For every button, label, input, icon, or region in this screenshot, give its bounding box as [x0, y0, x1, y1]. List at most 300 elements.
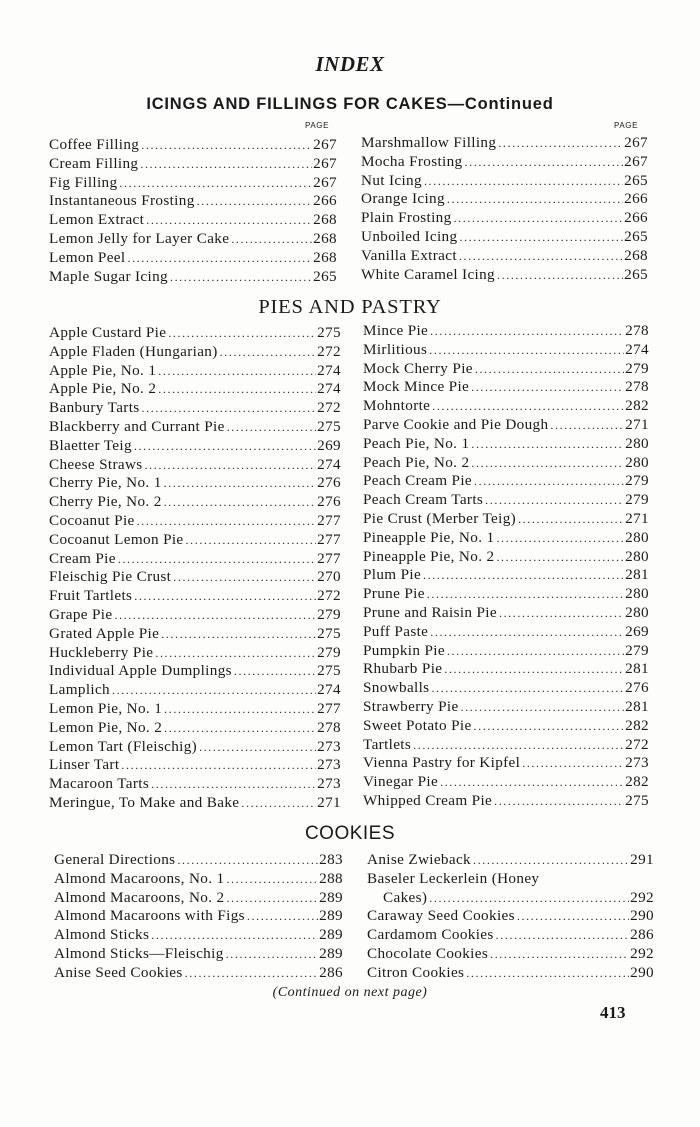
- dot-leader: [444, 660, 624, 679]
- index-entry: [49, 230, 337, 249]
- dot-leader: [494, 792, 624, 811]
- entry-name: White Caramel Icing: [361, 265, 496, 283]
- entry-page-number: 280: [625, 453, 649, 471]
- page-column-label: PAGE: [614, 121, 639, 130]
- index-entry: [49, 756, 341, 775]
- dot-leader: [471, 435, 624, 454]
- dot-leader: [517, 907, 629, 926]
- index-entry: [363, 548, 649, 567]
- entry-name: Vinegar Pie: [363, 773, 439, 791]
- entry-name: Tartlets: [363, 735, 412, 753]
- dot-leader: [185, 964, 319, 983]
- entry-name: Vanilla Extract: [361, 246, 457, 264]
- dot-leader: [158, 362, 316, 381]
- entry-name: Rhubarb Pie: [363, 660, 443, 678]
- index-entry: [49, 512, 341, 531]
- index-entry: [363, 491, 649, 510]
- entry-page-number: 267: [624, 152, 648, 170]
- entry-name: Cherry Pie, No. 2: [49, 493, 162, 511]
- index-entry: [49, 249, 337, 268]
- entry-name: Pineapple Pie, No. 2: [363, 547, 495, 565]
- index-entry: [49, 474, 341, 493]
- page-column-label: PAGE: [305, 121, 330, 130]
- dot-leader: [485, 491, 624, 510]
- dot-leader: [440, 773, 624, 792]
- entry-name: Mince Pie: [363, 322, 429, 339]
- entry-name: Fleischig Pie Crust: [49, 568, 172, 586]
- entry-page-number: 271: [625, 509, 649, 527]
- entry-name: Puff Paste: [363, 622, 429, 640]
- entry-name: Cakes): [383, 888, 428, 906]
- entry-name: Maple Sugar Icing: [49, 267, 168, 285]
- entry-name: Pie Crust (Merber Teig): [363, 509, 517, 527]
- index-entry: [363, 360, 649, 379]
- entry-name: Pumpkin Pie: [363, 641, 445, 659]
- dot-leader: [168, 324, 316, 343]
- dot-leader: [164, 719, 316, 738]
- index-entry: [49, 456, 341, 475]
- entry-name: Peach Cream Tarts: [363, 491, 484, 509]
- entry-page-number: 280: [625, 603, 649, 621]
- entry-name: Cardamom Cookies: [367, 926, 494, 944]
- dot-leader: [499, 604, 624, 623]
- entry-page-number: 279: [317, 643, 341, 661]
- entry-name: Unboiled Icing: [361, 227, 458, 245]
- entry-name: Lemon Pie, No. 2: [49, 718, 163, 736]
- index-entry: [363, 454, 649, 473]
- index-entry: [54, 964, 343, 983]
- index-entry: [363, 341, 649, 360]
- dot-leader: [142, 399, 317, 418]
- dot-leader: [424, 172, 623, 191]
- index-entry: [54, 870, 343, 889]
- index-entry: [49, 550, 341, 569]
- pies-left-column: [49, 324, 341, 813]
- entry-page-number: 272: [625, 735, 649, 753]
- index-entry: [363, 585, 649, 604]
- dot-leader: [140, 155, 312, 174]
- entry-page-number: 266: [624, 209, 648, 227]
- entry-page-number: 268: [624, 246, 648, 264]
- entry-page-number: 281: [625, 697, 649, 715]
- entry-name: Lamplich: [49, 681, 110, 699]
- dot-leader: [226, 889, 318, 908]
- entry-name: Caraway Seed Cookies: [367, 907, 515, 925]
- entry-page-number: 279: [625, 491, 649, 509]
- dot-leader: [226, 945, 319, 964]
- dot-leader: [151, 775, 316, 794]
- entry-page-number: 269: [317, 436, 341, 454]
- entry-name: Cherry Pie, No. 1: [49, 474, 162, 492]
- dot-leader: [170, 268, 312, 287]
- page-number: 413: [600, 1003, 626, 1022]
- dot-leader: [177, 851, 318, 870]
- entry-page-number: 273: [625, 754, 649, 772]
- entry-name: Banbury Tarts: [49, 399, 140, 417]
- entry-page-number: 273: [317, 756, 341, 774]
- index-entry: [49, 399, 341, 418]
- dot-leader: [231, 230, 312, 249]
- dot-leader: [432, 397, 624, 416]
- entry-name: Lemon Extract: [49, 211, 145, 229]
- dot-leader: [173, 568, 316, 587]
- entry-name: Prune and Raisin Pie: [363, 603, 497, 621]
- dot-leader: [247, 907, 318, 926]
- index-entry: [363, 679, 649, 698]
- entry-name: Instantaneous Frosting: [49, 192, 195, 210]
- dot-leader: [151, 926, 318, 945]
- cookies-right-column: [367, 851, 654, 983]
- entry-page-number: 289: [319, 944, 343, 962]
- index-entry: [49, 662, 341, 681]
- entry-name: Almond Sticks: [54, 926, 150, 944]
- dot-leader: [471, 378, 624, 397]
- dot-leader: [118, 550, 316, 569]
- entry-name: Fruit Tartlets: [49, 587, 133, 605]
- entry-page-number: 269: [625, 622, 649, 640]
- entry-page-number: 282: [625, 716, 649, 734]
- index-entry: [49, 738, 341, 757]
- entry-name: Strawberry Pie: [363, 697, 459, 715]
- index-entry: [367, 870, 654, 889]
- index-entry: [49, 211, 337, 230]
- pies-right-column: [363, 322, 649, 811]
- entry-name: Lemon Pie, No. 1: [49, 699, 163, 717]
- icings-right-column: [361, 134, 648, 284]
- entry-page-number: 273: [317, 737, 341, 755]
- entry-page-number: 275: [317, 662, 341, 680]
- index-entry: [363, 717, 649, 736]
- entry-name: Sweet Potato Pie: [363, 716, 472, 734]
- entry-name: Apple Custard Pie: [49, 324, 167, 341]
- entry-page-number: 292: [630, 944, 654, 962]
- dot-leader: [413, 736, 624, 755]
- index-entry: [49, 324, 341, 343]
- index-entry: [49, 794, 341, 813]
- entry-name: Individual Apple Dumplings: [49, 662, 232, 680]
- entry-page-number: 265: [624, 171, 648, 189]
- entry-name: Cheese Straws: [49, 455, 143, 473]
- dot-leader: [474, 717, 625, 736]
- entry-page-number: 279: [625, 641, 649, 659]
- dot-leader: [497, 266, 623, 285]
- dot-leader: [145, 456, 317, 475]
- entry-page-number: 267: [313, 136, 337, 153]
- entry-page-number: 274: [317, 380, 341, 398]
- entry-page-number: 278: [625, 378, 649, 396]
- dot-leader: [164, 700, 316, 719]
- entry-page-number: 272: [317, 342, 341, 360]
- dot-leader: [127, 249, 312, 268]
- index-entry: [49, 700, 341, 719]
- dot-leader: [454, 209, 624, 228]
- entry-name: Cream Pie: [49, 549, 116, 567]
- dot-leader: [429, 889, 629, 908]
- entry-name: Orange Icing: [361, 190, 445, 208]
- page-title: INDEX: [315, 52, 385, 76]
- entry-page-number: 265: [624, 227, 648, 245]
- dot-leader: [199, 738, 316, 757]
- dot-leader: [461, 698, 625, 717]
- dot-leader: [475, 360, 624, 379]
- entry-page-number: 282: [625, 397, 649, 415]
- dot-leader: [474, 472, 624, 491]
- entry-page-number: 286: [319, 963, 343, 981]
- entry-page-number: 276: [625, 679, 649, 697]
- dot-leader: [447, 190, 623, 209]
- index-entry: [363, 642, 649, 661]
- entry-page-number: 292: [630, 888, 654, 906]
- entry-page-number: 282: [625, 773, 649, 791]
- entry-name: Mock Cherry Pie: [363, 359, 473, 377]
- entry-name: Mocha Frosting: [361, 152, 463, 170]
- entry-page-number: 277: [317, 549, 341, 567]
- entry-page-number: 289: [319, 888, 343, 906]
- entry-page-number: 265: [624, 265, 648, 283]
- entry-page-number: 290: [630, 963, 654, 981]
- dot-leader: [465, 153, 624, 172]
- index-entry: [361, 209, 648, 228]
- entry-name: Cocoanut Lemon Pie: [49, 530, 184, 548]
- entry-name: Snowballs: [363, 679, 430, 697]
- index-entry: [363, 604, 649, 623]
- entry-name: Almond Macaroons, No. 1: [54, 869, 225, 887]
- index-entry: [363, 754, 649, 773]
- entry-page-number: 281: [625, 566, 649, 584]
- index-entry: [49, 493, 341, 512]
- dot-leader: [496, 548, 624, 567]
- dot-leader: [241, 794, 316, 813]
- dot-leader: [112, 681, 316, 700]
- entry-page-number: 276: [317, 493, 341, 511]
- index-entry: [363, 623, 649, 642]
- section-title-pies: PIES AND PASTRY: [258, 296, 442, 318]
- dot-leader: [161, 625, 316, 644]
- dot-leader: [158, 380, 316, 399]
- entry-page-number: 268: [313, 211, 337, 229]
- entry-name: Grape Pie: [49, 605, 113, 623]
- dot-leader: [227, 418, 316, 437]
- index-entry: [49, 531, 341, 550]
- index-entry: [49, 362, 341, 381]
- dot-leader: [522, 754, 624, 773]
- index-entry: [363, 397, 649, 416]
- entry-name: Whipped Cream Pie: [363, 791, 493, 809]
- entry-page-number: 274: [625, 340, 649, 358]
- entry-name: Macaroon Tarts: [49, 775, 150, 793]
- index-entry: [49, 418, 341, 437]
- index-entry: [363, 322, 649, 341]
- entry-page-number: 278: [317, 718, 341, 736]
- entry-page-number: 275: [625, 791, 649, 809]
- entry-name: Parve Cookie and Pie Dough: [363, 415, 549, 433]
- dot-leader: [234, 662, 316, 681]
- index-entry: [363, 736, 649, 755]
- dot-leader: [498, 134, 623, 153]
- index-entry: [361, 247, 648, 266]
- entry-page-number: 280: [625, 585, 649, 603]
- entry-name: Chocolate Cookies: [367, 944, 489, 962]
- entry-name: Peach Pie, No. 2: [363, 453, 470, 471]
- entry-page-number: 277: [317, 511, 341, 529]
- entry-name: Coffee Filling: [49, 136, 140, 153]
- dot-leader: [496, 529, 624, 548]
- index-entry: [363, 529, 649, 548]
- dot-leader: [197, 192, 313, 211]
- dot-leader: [220, 343, 316, 362]
- entry-name: Baseler Leckerlein (Honey: [367, 869, 540, 887]
- dot-leader: [186, 531, 317, 550]
- entry-name: Grated Apple Pie: [49, 624, 160, 642]
- dot-leader: [134, 437, 316, 456]
- index-entry: [49, 587, 341, 606]
- entry-page-number: 275: [317, 324, 341, 341]
- entry-name: Huckleberry Pie: [49, 643, 154, 661]
- entry-name: Mock Mince Pie: [363, 378, 470, 396]
- section-title-icings: ICINGS AND FILLINGS FOR CAKES—Continued: [146, 95, 554, 113]
- index-entry: [49, 343, 341, 362]
- index-entry: [54, 926, 343, 945]
- entry-page-number: 267: [313, 154, 337, 172]
- index-entry: [49, 268, 337, 287]
- entry-name: Blaetter Teig: [49, 436, 132, 454]
- index-entry: [54, 889, 343, 908]
- entry-page-number: 268: [313, 229, 337, 247]
- dot-leader: [447, 642, 624, 661]
- entry-page-number: 274: [317, 455, 341, 473]
- entry-page-number: 274: [317, 681, 341, 699]
- dot-leader: [155, 644, 316, 663]
- entry-page-number: 290: [630, 907, 654, 925]
- section-title-cookies: COOKIES: [304, 823, 396, 844]
- entry-page-number: 280: [625, 528, 649, 546]
- cookies-left-column: [54, 851, 343, 983]
- dot-leader: [121, 756, 316, 775]
- index-entry: [363, 773, 649, 792]
- index-entry: [361, 134, 648, 153]
- index-entry: [54, 851, 343, 870]
- index-entry: [49, 155, 337, 174]
- dot-leader: [119, 174, 312, 193]
- entry-name: Lemon Tart (Fleischig): [49, 737, 198, 755]
- entry-page-number: 265: [313, 267, 337, 285]
- index-entry: [49, 174, 337, 193]
- index-entry: [49, 380, 341, 399]
- dot-leader: [430, 322, 624, 341]
- index-entry: [367, 945, 654, 964]
- index-entry: [363, 792, 649, 811]
- entry-name: Lemon Jelly for Layer Cake: [49, 229, 230, 247]
- icings-left-column: [49, 136, 337, 286]
- dot-leader: [423, 566, 624, 585]
- entry-name: Vienna Pastry for Kipfel: [363, 754, 521, 772]
- entry-page-number: 275: [317, 417, 341, 435]
- index-entry: [363, 472, 649, 491]
- entry-page-number: 276: [317, 474, 341, 492]
- index-entry: [367, 889, 654, 908]
- entry-name: Peach Cream Pie: [363, 472, 472, 490]
- entry-name: General Directions: [54, 851, 176, 868]
- index-entry: [363, 566, 649, 585]
- index-entry: [49, 437, 341, 456]
- index-entry: [54, 907, 343, 926]
- entry-page-number: 280: [625, 434, 649, 452]
- entry-page-number: 289: [319, 926, 343, 944]
- index-entry: [49, 625, 341, 644]
- index-entry: [49, 775, 341, 794]
- entry-name: Cream Filling: [49, 154, 139, 172]
- entry-page-number: 275: [317, 624, 341, 642]
- continued-note: (Continued on next page): [272, 985, 428, 1000]
- dot-leader: [137, 512, 317, 531]
- index-entry: [363, 698, 649, 717]
- dot-leader: [518, 510, 624, 529]
- entry-name: Fig Filling: [49, 173, 118, 191]
- entry-page-number: 288: [319, 869, 343, 887]
- entry-page-number: 270: [317, 568, 341, 586]
- entry-page-number: 289: [319, 907, 343, 925]
- index-entry: [363, 378, 649, 397]
- index-entry: [361, 266, 648, 285]
- dot-leader: [459, 247, 623, 266]
- dot-leader: [164, 474, 316, 493]
- index-entry: [54, 945, 343, 964]
- dot-leader: [490, 945, 629, 964]
- index-entry: [361, 228, 648, 247]
- entry-name: Prune Pie: [363, 585, 425, 603]
- index-entry: [361, 153, 648, 172]
- dot-leader: [146, 211, 312, 230]
- entry-name: Blackberry and Currant Pie: [49, 417, 225, 435]
- index-entry: [367, 907, 654, 926]
- entry-page-number: 277: [317, 699, 341, 717]
- entry-page-number: 279: [625, 359, 649, 377]
- dot-leader: [114, 606, 316, 625]
- index-entry: [361, 190, 648, 209]
- entry-page-number: 273: [317, 775, 341, 793]
- entry-name: Mohntorte: [363, 397, 431, 415]
- entry-page-number: 272: [317, 587, 341, 605]
- index-entry: [367, 851, 654, 870]
- dot-leader: [164, 493, 316, 512]
- entry-name: Apple Pie, No. 1: [49, 361, 157, 379]
- entry-name: Almond Macaroons with Figs: [54, 907, 245, 925]
- entry-page-number: 274: [317, 361, 341, 379]
- dot-leader: [427, 585, 624, 604]
- entry-page-number: 281: [625, 660, 649, 678]
- entry-page-number: 271: [625, 415, 649, 433]
- entry-page-number: 286: [630, 926, 654, 944]
- index-entry: [49, 681, 341, 700]
- entry-page-number: 267: [624, 134, 648, 151]
- entry-page-number: 278: [625, 322, 649, 339]
- entry-page-number: 279: [625, 472, 649, 490]
- entry-name: Peach Pie, No. 1: [363, 434, 470, 452]
- entry-page-number: 279: [317, 605, 341, 623]
- dot-leader: [134, 587, 316, 606]
- dot-leader: [550, 416, 624, 435]
- entry-name: Meringue, To Make and Bake: [49, 793, 240, 811]
- index-entry: [363, 660, 649, 679]
- index-entry: [49, 192, 337, 211]
- entry-page-number: 267: [313, 173, 337, 191]
- dot-leader: [429, 341, 624, 360]
- dot-leader: [431, 679, 624, 698]
- dot-leader: [471, 454, 624, 473]
- dot-leader: [496, 926, 629, 945]
- entry-page-number: 291: [630, 851, 654, 868]
- entry-name: Nut Icing: [361, 171, 422, 189]
